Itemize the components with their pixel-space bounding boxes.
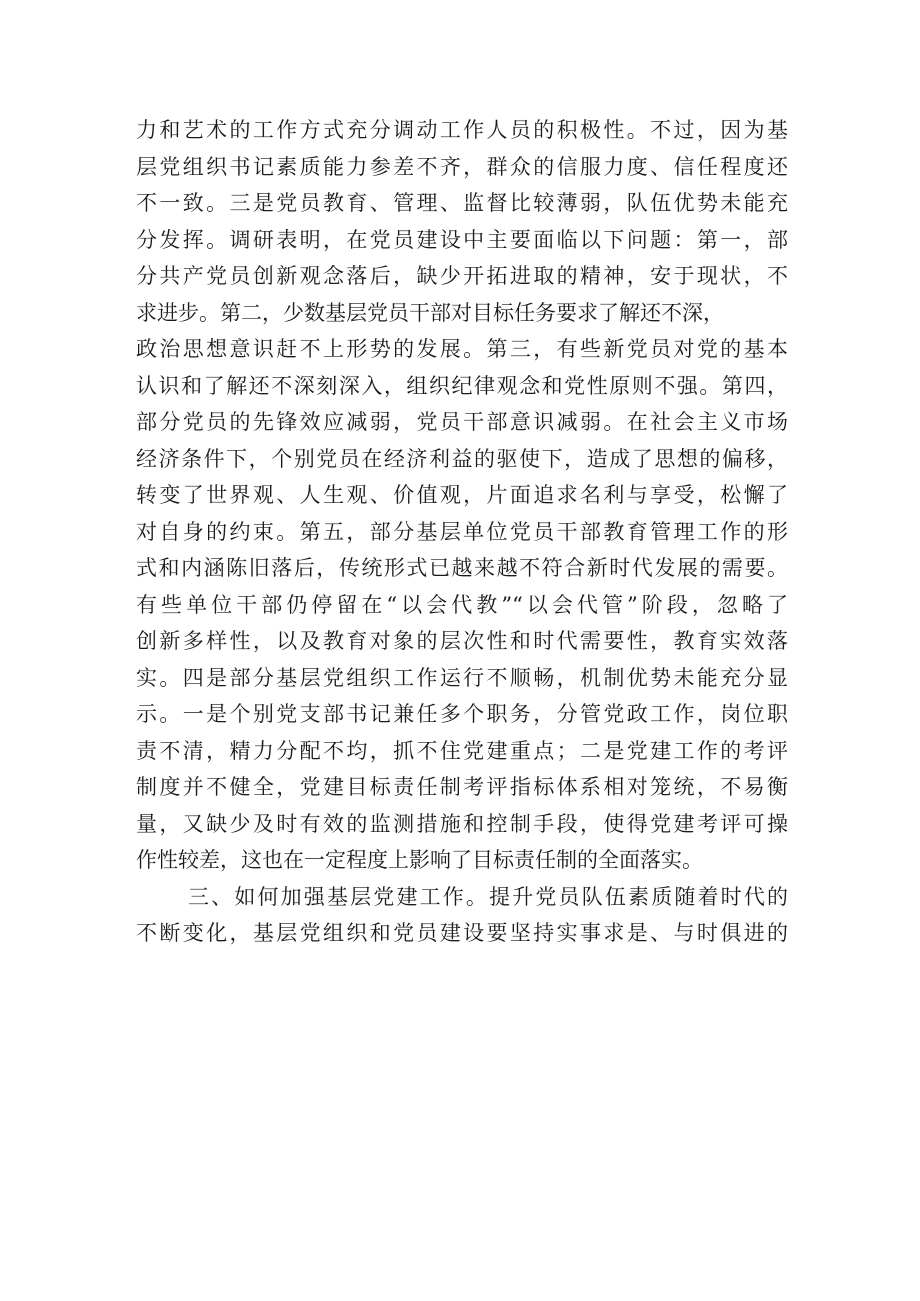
text-line: 创新多样性，以及教育对象的层次性和时代需要性，教育实效落 <box>136 629 788 653</box>
paragraph-2 <box>136 879 788 952</box>
text-line: 不一致。三是党员教育、管理、监督比较薄弱，队伍优势未能充 <box>136 191 788 215</box>
text-line: 量，又缺少及时有效的监测措施和控制手段，使得党建考评可操 <box>136 811 788 836</box>
paragraph-1 <box>136 112 788 879</box>
text-line: 作性较差，这也在一定程度上影响了目标责任制的全面落实。 <box>136 848 703 872</box>
text-line: 转变了世界观、人生观、价值观，片面追求名利与享受，松懈了 <box>136 483 788 507</box>
text-line: 三、如何加强基层党建工作。提升党员队伍素质随着时代的 <box>188 884 788 909</box>
text-line: 对自身的约束。第五，部分基层单位党员干部教育管理工作的形 <box>136 519 788 544</box>
text-line: 有些单位干部仍停留在“以会代教”“以会代管”阶段，忽略了 <box>136 592 788 617</box>
text-line: 制度并不健全，党建目标责任制考评指标体系相对笼统，不易衡 <box>136 775 788 799</box>
text-line: 分共产党员创新观念落后，缺少开拓进取的精神，安于现状，不 <box>136 264 788 288</box>
text-line: 求进步。第二，少数基层党员干部对目标任务要求了解还不深， <box>136 300 724 325</box>
text-line: 式和内涵陈旧落后，传统形式已越来越不符合新时代发展的需要。 <box>136 556 788 580</box>
text-line: 政治思想意识赶不上形势的发展。第三，有些新党员对党的基本 <box>136 337 788 361</box>
text-line: 部分党员的先锋效应减弱，党员干部意识减弱。在社会主义市场 <box>136 410 788 434</box>
text-line: 不断变化，基层党组织和党员建设要坚持实事求是、与时俱进的 <box>136 921 788 945</box>
text-line: 认识和了解还不深刻深入，组织纪律观念和党性原则不强。第四， <box>136 373 788 398</box>
text-line: 责不清，精力分配不均，抓不住党建重点；二是党建工作的考评 <box>136 738 788 763</box>
text-line: 层党组织书记素质能力参差不齐，群众的信服力度、信任程度还 <box>136 154 788 179</box>
text-line: 分发挥。调研表明，在党员建设中主要面临以下问题：第一，部 <box>136 227 788 252</box>
text-line: 示。一是个别党支部书记兼任多个职务，分管党政工作，岗位职 <box>136 702 788 726</box>
text-line: 实。四是部分基层党组织工作运行不顺畅，机制优势未能充分显 <box>136 665 788 690</box>
text-line: 经济条件下，个别党员在经济利益的驱使下，造成了思想的偏移， <box>136 446 788 471</box>
body-text <box>136 112 788 952</box>
text-line: 力和艺术的工作方式充分调动工作人员的积极性。不过，因为基 <box>136 118 788 142</box>
